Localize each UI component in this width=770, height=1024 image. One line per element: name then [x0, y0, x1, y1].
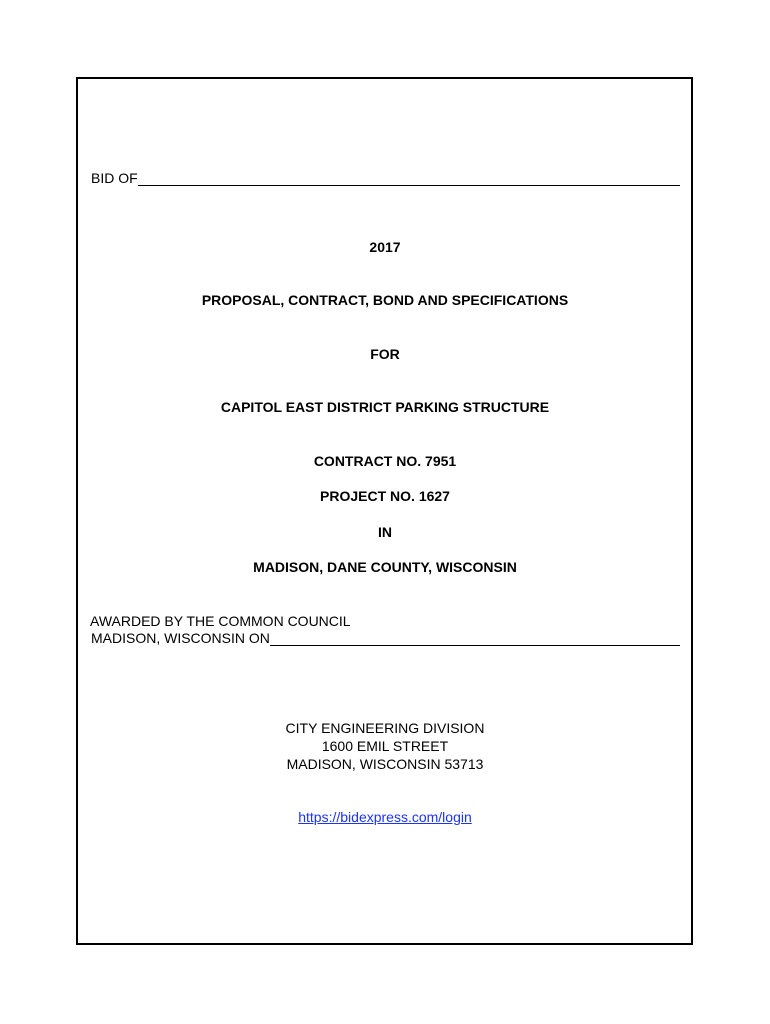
bidexpress-link[interactable]: https://bidexpress.com/login	[298, 809, 472, 825]
for-label: FOR	[370, 346, 400, 362]
document-title: PROPOSAL, CONTRACT, BOND AND SPECIFICATIONS	[201, 292, 569, 308]
bid-of-field	[91, 170, 680, 186]
year-heading: 2017	[369, 239, 401, 255]
awarded-line-2-label: MADISON, WISCONSIN ON	[91, 630, 270, 646]
link-container	[0, 808, 770, 826]
project-number: PROJECT NO. 1627	[320, 488, 450, 504]
project-name: CAPITOL EAST DISTRICT PARKING STRUCTURE	[220, 399, 550, 415]
awarded-line-1: AWARDED BY THE COMMON COUNCIL	[90, 613, 351, 629]
in-label: IN	[378, 524, 392, 540]
awarded-date-blank-line[interactable]	[270, 632, 680, 646]
bid-of-label: BID OF	[91, 170, 138, 186]
awarded-date-field	[91, 630, 680, 646]
bid-of-blank-line[interactable]	[138, 172, 680, 186]
address-line-3: MADISON, WISCONSIN 53713	[286, 756, 484, 772]
location: MADISON, DANE COUNTY, WISCONSIN	[253, 559, 517, 575]
address-line-1: CITY ENGINEERING DIVISION	[285, 720, 485, 736]
address-line-2: 1600 EMIL STREET	[321, 738, 449, 754]
contract-number: CONTRACT NO. 7951	[313, 453, 457, 469]
